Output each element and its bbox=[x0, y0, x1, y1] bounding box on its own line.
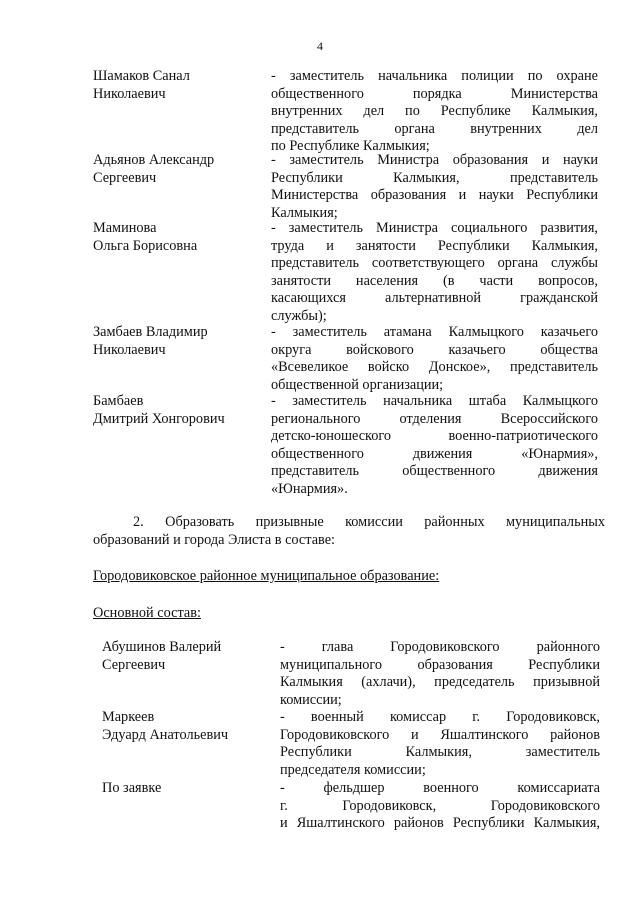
member-role bbox=[271, 220, 598, 326]
member-role-line: Министерства образования и науки Республики bbox=[271, 187, 598, 204]
member-role-line: общественной организации; bbox=[271, 376, 444, 393]
member-role-line: Городовиковского и Яшалтинского районов bbox=[280, 726, 600, 743]
member-role-line: - заместитель Министра образования и науки bbox=[271, 152, 598, 168]
member-name-line: Адьянов Александр bbox=[93, 152, 215, 168]
member-name-line: Ольга Борисовна bbox=[93, 237, 198, 254]
member-name bbox=[93, 152, 271, 222]
member-name bbox=[93, 220, 271, 326]
member-role bbox=[280, 780, 600, 833]
member-role-line: - заместитель атамана Калмыцкого казачьего bbox=[271, 324, 598, 340]
member-name-line: Бамбаев bbox=[93, 393, 144, 409]
section-heading: Городовиковское районное муниципальное образование: bbox=[93, 568, 440, 584]
member-entry bbox=[93, 152, 598, 222]
member-entry bbox=[93, 393, 598, 499]
member-role-line: - военный комиссар г. Городовиковск, bbox=[280, 709, 600, 725]
member-entry bbox=[102, 709, 600, 779]
member-role-line: «Всевеликое войско Донское», представитель bbox=[271, 359, 598, 376]
member-role-line: Республики Калмыкия, представитель bbox=[271, 169, 598, 186]
member-name-line: Маркеев bbox=[102, 709, 155, 725]
member-name-line: Сергеевич bbox=[93, 169, 157, 186]
member-role-line: «Юнармия». bbox=[271, 480, 348, 497]
member-role bbox=[280, 709, 600, 779]
member-name bbox=[102, 709, 280, 779]
member-role-line: - заместитель Министра социального развития, bbox=[271, 220, 598, 236]
member-name bbox=[93, 68, 271, 156]
paragraph-line: образований и города Элиста в составе: bbox=[93, 531, 336, 548]
page-number: 4 bbox=[317, 39, 323, 53]
member-role bbox=[271, 152, 598, 222]
member-role-line: внутренних дел по Республике Калмыкия, bbox=[271, 103, 598, 120]
member-role bbox=[271, 68, 598, 156]
member-name bbox=[102, 780, 280, 833]
member-role-line: занятости населения (в части вопросов, bbox=[271, 272, 598, 289]
member-role-line: касающихся альтернативной гражданской bbox=[271, 290, 598, 307]
member-entry bbox=[93, 68, 598, 156]
member-role-line: - заместитель начальника полиции по охране bbox=[271, 68, 598, 84]
member-name bbox=[93, 393, 271, 499]
member-role bbox=[271, 393, 598, 499]
member-name-line: Николаевич bbox=[93, 85, 166, 102]
member-role-line: г. Городовиковск, Городовиковского bbox=[280, 797, 600, 814]
member-name-line: Эдуард Анатольевич bbox=[102, 726, 229, 743]
member-role-line: - заместитель начальника штаба Калмыцкого bbox=[271, 393, 598, 409]
member-entry bbox=[93, 220, 598, 326]
member-entry bbox=[93, 324, 598, 394]
member-role bbox=[271, 324, 598, 394]
member-name-line: Дмитрий Хонгорович bbox=[93, 410, 225, 427]
member-role-line: труда и занятости Республики Калмыкия, bbox=[271, 237, 598, 254]
paragraph-line: 2. Образовать призывные комиссии районных муниципальных bbox=[133, 514, 605, 530]
member-name-line: Замбаев Владимир bbox=[93, 324, 208, 340]
member-role-line: председателя комиссии; bbox=[280, 761, 426, 778]
member-name-line: По заявке bbox=[102, 780, 162, 796]
member-role-line: общественного порядка Министерства bbox=[271, 85, 598, 102]
member-role-line: комиссии; bbox=[280, 691, 342, 708]
member-role-line: детско-юношеского военно-патриотического bbox=[271, 428, 598, 445]
member-role-line: Калмыкия; bbox=[271, 204, 338, 221]
member-role-line: муниципального образования Республики bbox=[280, 656, 600, 673]
member-entry bbox=[102, 639, 600, 709]
member-role-line: представитель общественного движения bbox=[271, 463, 598, 480]
member-role-line: службы); bbox=[271, 307, 327, 324]
member-name-line: Сергеевич bbox=[102, 656, 166, 673]
member-role-line: по Республике Калмыкия; bbox=[271, 138, 430, 155]
subsection-heading: Основной состав: bbox=[93, 605, 201, 621]
member-role-line: округа войскового казачьего общества bbox=[271, 341, 598, 358]
member-role-line: представитель органа внутренних дел bbox=[271, 120, 598, 137]
member-role-line: представитель соответствующего органа службы bbox=[271, 255, 598, 272]
member-role-line: регионального отделения Всероссийского bbox=[271, 410, 598, 427]
member-name bbox=[102, 639, 280, 709]
member-role-line: Калмыкия (ахлачи), председатель призывной bbox=[280, 674, 600, 691]
member-name-line: Маминова bbox=[93, 220, 157, 236]
member-entry bbox=[102, 780, 600, 833]
member-role-line: - глава Городовиковского районного bbox=[280, 639, 600, 655]
member-name-line: Николаевич bbox=[93, 341, 166, 358]
member-role-line: общественного движения «Юнармия», bbox=[271, 445, 598, 462]
member-name-line: Шамаков Санал bbox=[93, 68, 190, 84]
member-role bbox=[280, 639, 600, 709]
member-name-line: Абушинов Валерий bbox=[102, 639, 222, 655]
member-role-line: Республики Калмыкия, заместитель bbox=[280, 744, 600, 761]
member-name bbox=[93, 324, 271, 394]
member-role-line: - фельдшер военного комиссариата bbox=[280, 780, 600, 796]
member-role-line: и Яшалтинского районов Республики Калмыкия, bbox=[280, 815, 600, 832]
paragraph-2 bbox=[93, 514, 605, 549]
